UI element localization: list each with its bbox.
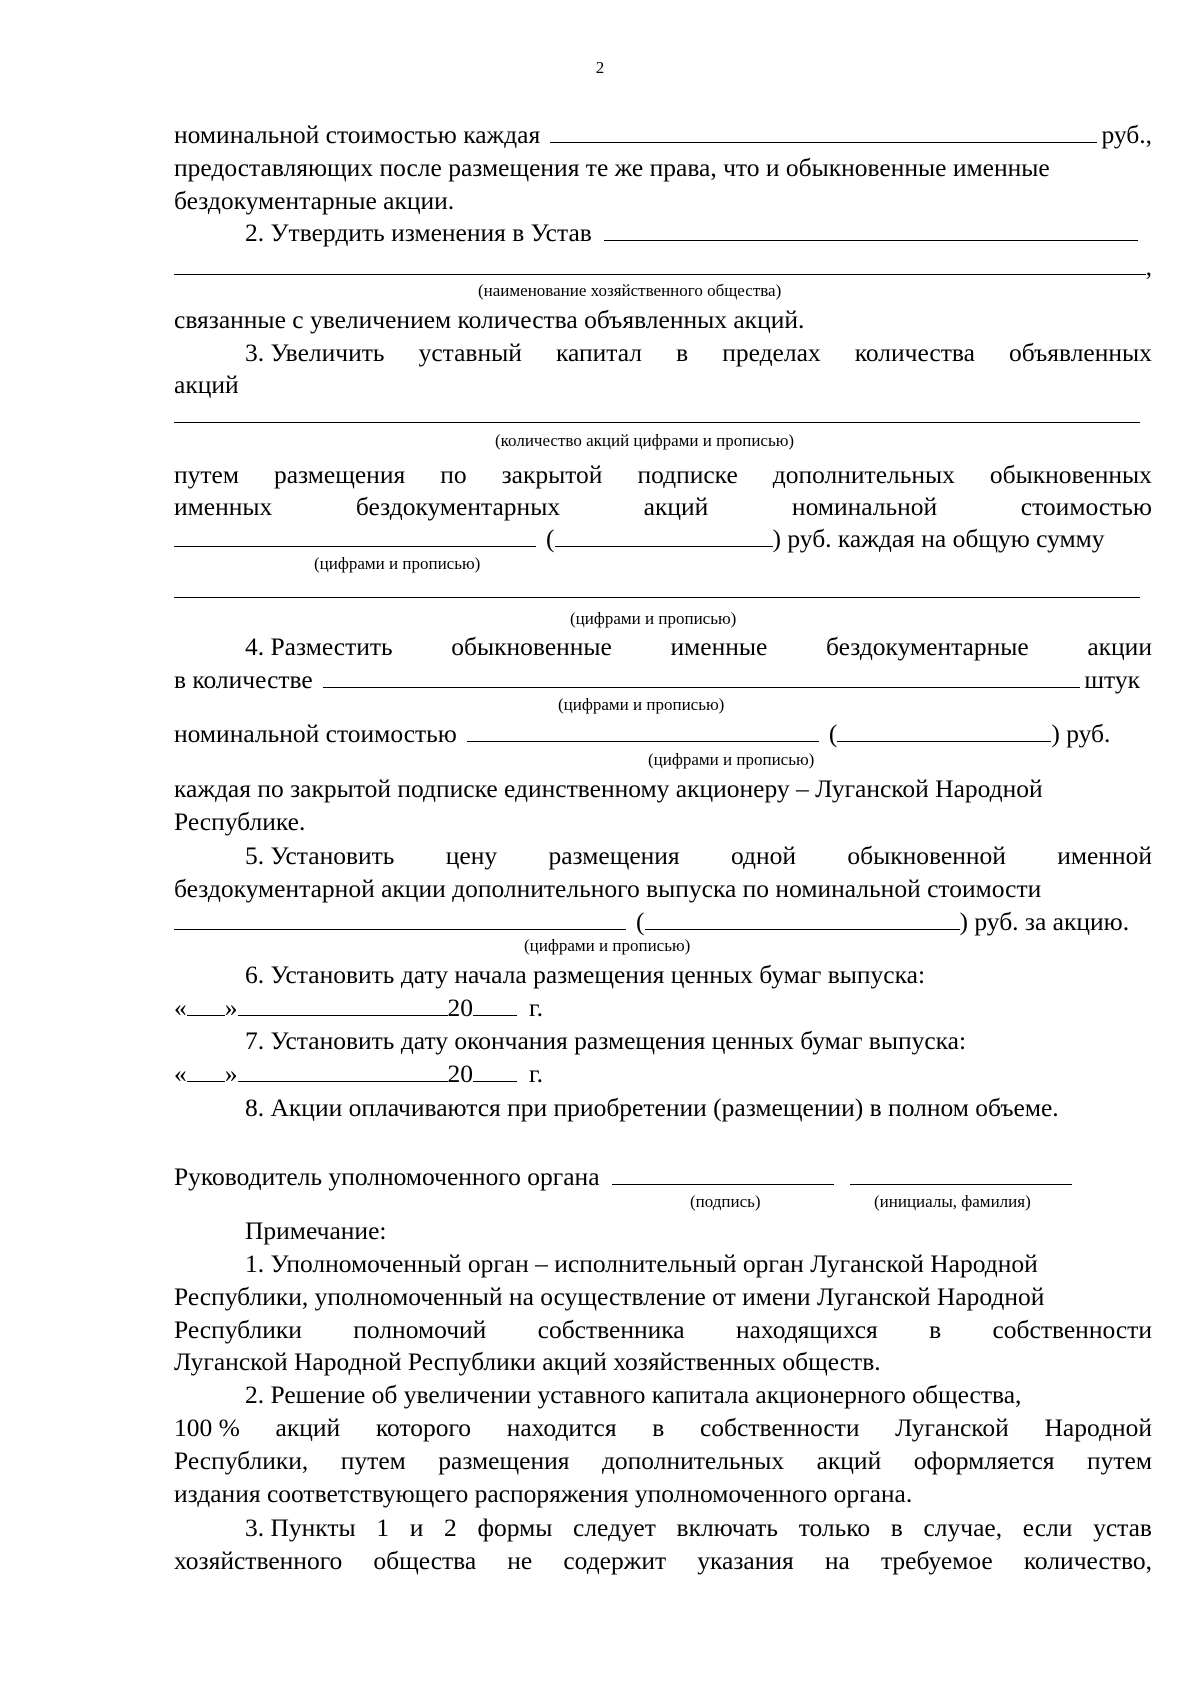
word: размещения [548, 841, 680, 870]
word: формы [477, 1513, 553, 1542]
total-sum-field [174, 575, 1140, 598]
total-sum-line [174, 575, 1140, 608]
note-line-justified [174, 1411, 1152, 1444]
word: содержит [563, 1546, 667, 1575]
word: собственности [992, 1315, 1152, 1344]
word: именных [174, 492, 273, 521]
text: ) руб. каждая на общую сумму [772, 524, 1105, 553]
word: путем [174, 460, 239, 489]
end-day-field [187, 1059, 225, 1082]
company-name-field [174, 252, 1146, 275]
quote-close: » [224, 993, 238, 1022]
nominal-sum-line [174, 522, 1152, 555]
quantity-field [323, 665, 1081, 688]
year-suffix: г. [529, 993, 543, 1022]
note-line-justified [174, 1444, 1152, 1477]
word: на [824, 1546, 850, 1575]
word: только [798, 1513, 871, 1542]
word: акции [1087, 632, 1152, 661]
text: ) руб. [1051, 719, 1111, 748]
company-name-line [174, 250, 1152, 283]
word: в [929, 1315, 942, 1344]
year-prefix: 20 [447, 993, 473, 1022]
caption-figures: (цифрами и прописью) [648, 750, 815, 769]
note-line: 1. Уполномоченный орган – исполнительный орган Луганской Народной [245, 1249, 1038, 1278]
word: Луганской [895, 1413, 1009, 1442]
word: устав [1093, 1513, 1152, 1542]
word: размещения [273, 460, 406, 489]
text: руб., [1101, 120, 1152, 149]
word: которого [375, 1413, 472, 1442]
body-line: предоставляющих после размещения те же права, что и обыкновенные именные [174, 153, 1050, 182]
caption-share-quantity: (количество акций цифрами и прописью) [495, 431, 795, 450]
word: 2 [444, 1513, 457, 1542]
note-title: Примечание: [245, 1216, 387, 1245]
word: включать [676, 1513, 779, 1542]
item-5-line [245, 839, 1152, 872]
word: размещения [438, 1446, 570, 1475]
word: полномочий [353, 1315, 487, 1344]
note-line: Республики, уполномоченный на осуществление от имени Луганской Народной [174, 1282, 1045, 1311]
quote-close: » [224, 1059, 238, 1088]
note-line-justified [245, 1511, 1152, 1544]
page-number: 2 [595, 58, 605, 77]
quantity-line [174, 663, 1140, 696]
nominal-words-field [555, 524, 773, 547]
word: обыкновенных [989, 460, 1152, 489]
word: хозяйственного [174, 1546, 343, 1575]
word: дополнительных [601, 1446, 785, 1475]
word: бездокументарные [825, 632, 1029, 661]
share-quantity-field [174, 400, 1140, 423]
word: 3. Пункты [245, 1513, 356, 1542]
word: обыкновенные [451, 632, 612, 661]
paren-open: ( [546, 524, 555, 553]
word: номинальной [791, 492, 938, 521]
note-line-justified [174, 1313, 1152, 1346]
caption-name: (инициалы, фамилия) [874, 1192, 1031, 1211]
item-7-line: 7. Установить дату окончания размещения ценных бумаг выпуска: [245, 1026, 967, 1055]
word: именные [670, 632, 768, 661]
text: ) руб. за акцию. [959, 907, 1130, 936]
text: штук [1084, 665, 1140, 694]
body-line: бездокументарной акции дополнительного выпуска по номинальной стоимости [174, 874, 1042, 903]
word: цену [445, 841, 498, 870]
body-line-justified [174, 458, 1152, 491]
caption-figures: (цифрами и прописью) [570, 609, 737, 628]
item-3-line [245, 336, 1152, 369]
word: в [676, 338, 689, 367]
word: указания [697, 1546, 794, 1575]
text: в количестве [174, 665, 313, 694]
word: количество, [1023, 1546, 1152, 1575]
text: 2. Утвердить изменения в Устав [245, 218, 592, 247]
end-date-line [174, 1057, 1152, 1090]
word: обыкновенной [847, 841, 1006, 870]
word: Народной [1044, 1413, 1152, 1442]
word: 1 [376, 1513, 390, 1542]
caption-figures: (цифрами и прописью) [524, 936, 691, 955]
item-6-line: 6. Установить дату начала размещения ценных бумаг выпуска: [245, 960, 926, 989]
nominal-figures-field [174, 524, 536, 547]
note-line: Луганской Народной Республики акций хозяйственных обществ. [174, 1347, 881, 1376]
body-line-justified [174, 490, 1152, 523]
nominal-value-field [550, 120, 1097, 143]
word: 3. Увеличить [245, 338, 385, 367]
word: количества [854, 338, 975, 367]
word: по [440, 460, 467, 489]
price-line [174, 905, 1152, 938]
body-line: Республике. [174, 807, 306, 836]
word: случае, [923, 1513, 1003, 1542]
comma: , [1145, 252, 1152, 281]
word: путем [340, 1446, 406, 1475]
start-date-line [174, 991, 1152, 1024]
word: акций [643, 492, 709, 521]
word: акций [275, 1413, 341, 1442]
start-year-field [473, 993, 517, 1016]
price-words-field [645, 907, 960, 930]
body-line: каждая по закрытой подписке единственному акционеру – Луганской Народной [174, 774, 1043, 803]
paren-open: ( [636, 907, 645, 936]
year-prefix: 20 [447, 1059, 473, 1088]
word: 5. Установить [245, 841, 395, 870]
item-8-line: 8. Акции оплачиваются при приобретении (размещении) в полном объеме. [245, 1093, 1059, 1122]
quote-open: « [174, 1059, 187, 1088]
word: дополнительных [772, 460, 955, 489]
word: путем [1086, 1446, 1152, 1475]
word: в [652, 1413, 665, 1442]
word: общества [373, 1546, 477, 1575]
word: подписке [637, 460, 738, 489]
word: уставный [418, 338, 522, 367]
name-field [850, 1162, 1072, 1185]
start-day-field [187, 993, 225, 1016]
word: собственности [699, 1413, 860, 1442]
nominal-figures-field [467, 719, 819, 742]
word: если [1022, 1513, 1073, 1542]
signature-label: Руководитель уполномоченного органа [174, 1162, 600, 1191]
word: стоимостью [1020, 492, 1152, 521]
word: собственника [537, 1315, 685, 1344]
word: следует [573, 1513, 656, 1542]
word: находится [506, 1413, 617, 1442]
caption-figures: (цифрами и прописью) [558, 695, 725, 714]
paren-open: ( [828, 719, 838, 748]
signature-field [612, 1162, 834, 1185]
word: 100 % [174, 1413, 240, 1442]
end-month-field [238, 1059, 448, 1082]
word: именной [1057, 841, 1152, 870]
charter-field [604, 218, 1138, 241]
word: бездокументарных [355, 492, 561, 521]
item-2-line [245, 216, 1138, 249]
word: находящихся [735, 1315, 878, 1344]
word: пределах [722, 338, 821, 367]
word: закрытой [501, 460, 603, 489]
price-figures-field [174, 907, 626, 930]
word: акций [816, 1446, 882, 1475]
word: капитал [555, 338, 642, 367]
caption-signature: (подпись) [690, 1192, 761, 1211]
line-nominal-value [174, 118, 1152, 151]
year-suffix: г. [529, 1059, 543, 1088]
word: Республики, [174, 1446, 309, 1475]
note-line: издания соответствующего распоряжения уполномоченного органа. [174, 1479, 913, 1508]
end-year-field [473, 1059, 517, 1082]
body-line: акций [174, 370, 239, 399]
text: номинальной стоимостью каждая [174, 120, 541, 149]
word: оформляется [913, 1446, 1055, 1475]
note-line-justified [174, 1544, 1152, 1577]
item-4-line [245, 630, 1152, 663]
quote-open: « [174, 993, 187, 1022]
nominal-value-line [174, 717, 1152, 750]
start-month-field [238, 993, 448, 1016]
word: Республики [174, 1315, 302, 1344]
body-line: связанные с увеличением количества объявленных акций. [174, 305, 805, 334]
word: 4. Разместить [245, 632, 393, 661]
caption-company-name: (наименование хозяйственного общества) [478, 281, 782, 300]
signature-line [174, 1160, 1152, 1193]
share-quantity-line [174, 400, 1140, 433]
word: и [409, 1513, 424, 1542]
nominal-words-field [837, 719, 1051, 742]
note-line: 2. Решение об увеличении уставного капитала акционерного общества, [245, 1380, 1022, 1409]
word: требуемое [880, 1546, 993, 1575]
word: объявленных [1008, 338, 1152, 367]
word: одной [730, 841, 797, 870]
word: не [507, 1546, 533, 1575]
body-line: бездокументарные акции. [174, 186, 455, 215]
caption-figures: (цифрами и прописью) [314, 554, 481, 573]
word: в [890, 1513, 903, 1542]
text: номинальной стоимостью [174, 719, 457, 748]
